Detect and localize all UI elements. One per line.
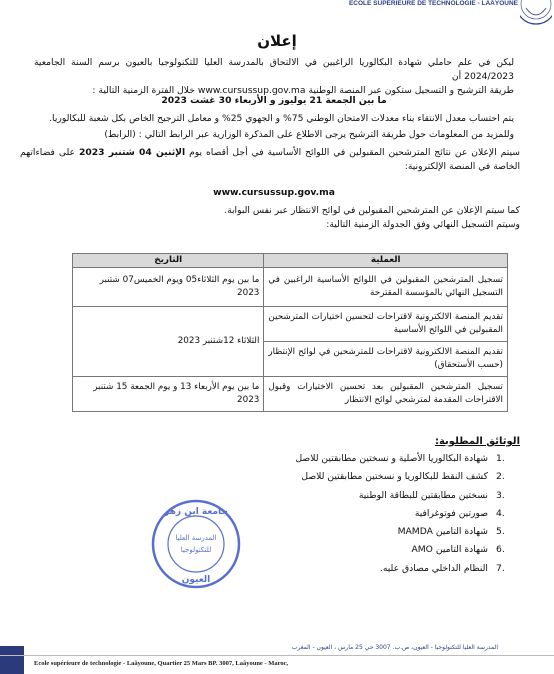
schedule-table bbox=[72, 253, 508, 412]
website-link[interactable]: www.cursussup.gov.ma bbox=[213, 187, 335, 198]
table-cell-operation: تسجيل المترشحين المقبولين في اللوائح الأساسية الراغبين في التسجيل النهائي بالمؤسسة المقترحة bbox=[264, 268, 508, 307]
table-cell-date: ما بين يوم الأربعاء 13 و يوم الجمعة 15 شتنبر 2023 bbox=[73, 377, 264, 412]
announce-date: الإثنين 04 شتنبر 2023 bbox=[78, 147, 186, 158]
table-cell-operation: تقديم المنصة الالكترونية لاقتراحات لتحسين اختيارات المترشحين المقبولين في اللوائح الأساسية bbox=[264, 307, 508, 342]
table-row bbox=[73, 377, 508, 412]
list-item: 5.شهادة التامين MAMDA bbox=[397, 526, 505, 538]
results-announcement bbox=[20, 146, 520, 174]
list-item: 1.شهادة البكالوريا الأصلية و نسختين مطابقتين للاصل bbox=[295, 453, 505, 464]
more-info-note: وللمزيد من المعلومات حول طريقة الترشيح يرجى الاطلاع على المذكرة الوزارية عبر الرابط التالي : (الرابط) bbox=[104, 129, 514, 140]
final-registration-note: وسيتم التسجيل النهائي وفق الجدولة الزمنية التالية: bbox=[326, 219, 520, 230]
registration-period: ما بين الجمعة 21 يوليوز و الأربعاء 30 غشت 2023 bbox=[161, 95, 387, 106]
school-name: ECOLE SUPÉRIEURE DE TECHNOLOGIE - LAÂYOUNE bbox=[348, 0, 518, 7]
intro-line-1: ليكن في علم حاملي شهادة البكالوريا الراغبين في الالتحاق بالمدرسة العليا للتكنولوجيا بالعيون برسم السنة الجامعية 2024/2023 أن bbox=[34, 57, 514, 82]
table-header-row bbox=[73, 254, 508, 268]
column-header-operation: العملية bbox=[264, 254, 508, 268]
page-title: إعلان bbox=[257, 32, 297, 50]
column-header-date: التاريخ bbox=[73, 254, 264, 268]
school-logo bbox=[520, 0, 552, 26]
list-item: 7.النظام الداخلي مصادق عليه. bbox=[379, 562, 505, 574]
intro-paragraph bbox=[34, 56, 514, 98]
footer-address-french: Ecole supérieure de technologie - Laâyoune, Quartier 25 Mars BP. 3007, Laâyoune - Maroc, bbox=[34, 660, 289, 667]
list-item: 4.صورتين فوتوغرافية bbox=[414, 507, 505, 519]
list-item: 3.نسختين مطابقتين للبطاقة الوطنية bbox=[358, 489, 505, 501]
table-cell-operation: تقديم المنصة الالكترونية لاقتراحات للمترشحين في لوائح الإنتظار (حسب الأستحقاق) bbox=[264, 342, 508, 377]
list-item: 6.شهادة التامين AMO bbox=[411, 544, 505, 556]
calculation-note: يتم احتساب معدل الانتقاء بناء معدلات الامتحان الوطني 75% و الجهوي 25% و معامل الترجيح الخاص بكل شعبة للبكالوريا. bbox=[49, 113, 514, 124]
table-row bbox=[73, 268, 508, 307]
documents-heading: الوثائق المطلوبة: bbox=[434, 436, 520, 447]
announce-pre: سيتم الإعلان عن نتائج المترشحين المقبولين في اللوائح الأساسية في أجل أقصاه يوم bbox=[189, 147, 521, 158]
footer-corner-mark bbox=[0, 646, 24, 674]
announce-post: على فضاءاتهم الخاصة في المنصة الإلكترونية: bbox=[20, 147, 520, 172]
documents-list bbox=[234, 450, 514, 578]
intro-line-2: طريقة الترشيح و التسجيل ستكون عبر المنصة الوطنية www.cursussup.gov.ma خلال الفترة الزمنية التالية : bbox=[92, 85, 514, 96]
table-cell-operation: تسجيل المترشحين المقبولين بعد تحسين الاختيارات وقبول الاقتراحات المقدمة لمترشحي لوائح الانتظار bbox=[264, 377, 508, 412]
official-stamp bbox=[150, 498, 242, 590]
stamp-line-3: للتكنولوجيا bbox=[180, 546, 212, 554]
table-row bbox=[73, 307, 508, 342]
footer-address-arabic: المدرسة العليا للتكنولوجيا - العيون، ص.ب. 3007 حي 25 مارس ، العيون - المغرب bbox=[291, 644, 498, 651]
footer-divider bbox=[0, 655, 554, 656]
stamp-line-2: المدرسة العليا bbox=[175, 534, 217, 542]
stamp-line-4: العيون bbox=[181, 575, 211, 585]
table-cell-date: ما بين يوم الثلاثاء05 ويوم الخميس07 شتنبر 2023 bbox=[73, 268, 264, 307]
stamp-line-1: جامعة ابن زهر bbox=[164, 507, 228, 517]
waitlist-note: كما سيتم الإعلان عن المترشحين المقبولين في لوائح الانتظار عبر نفس البوابة. bbox=[224, 205, 520, 216]
list-item: 2.كشف النقط للبكالوريا و نسختين مطابقتين للاصل bbox=[301, 471, 505, 483]
table-cell-date: الثلاثاء 12شتنبر 2023 bbox=[73, 307, 264, 377]
